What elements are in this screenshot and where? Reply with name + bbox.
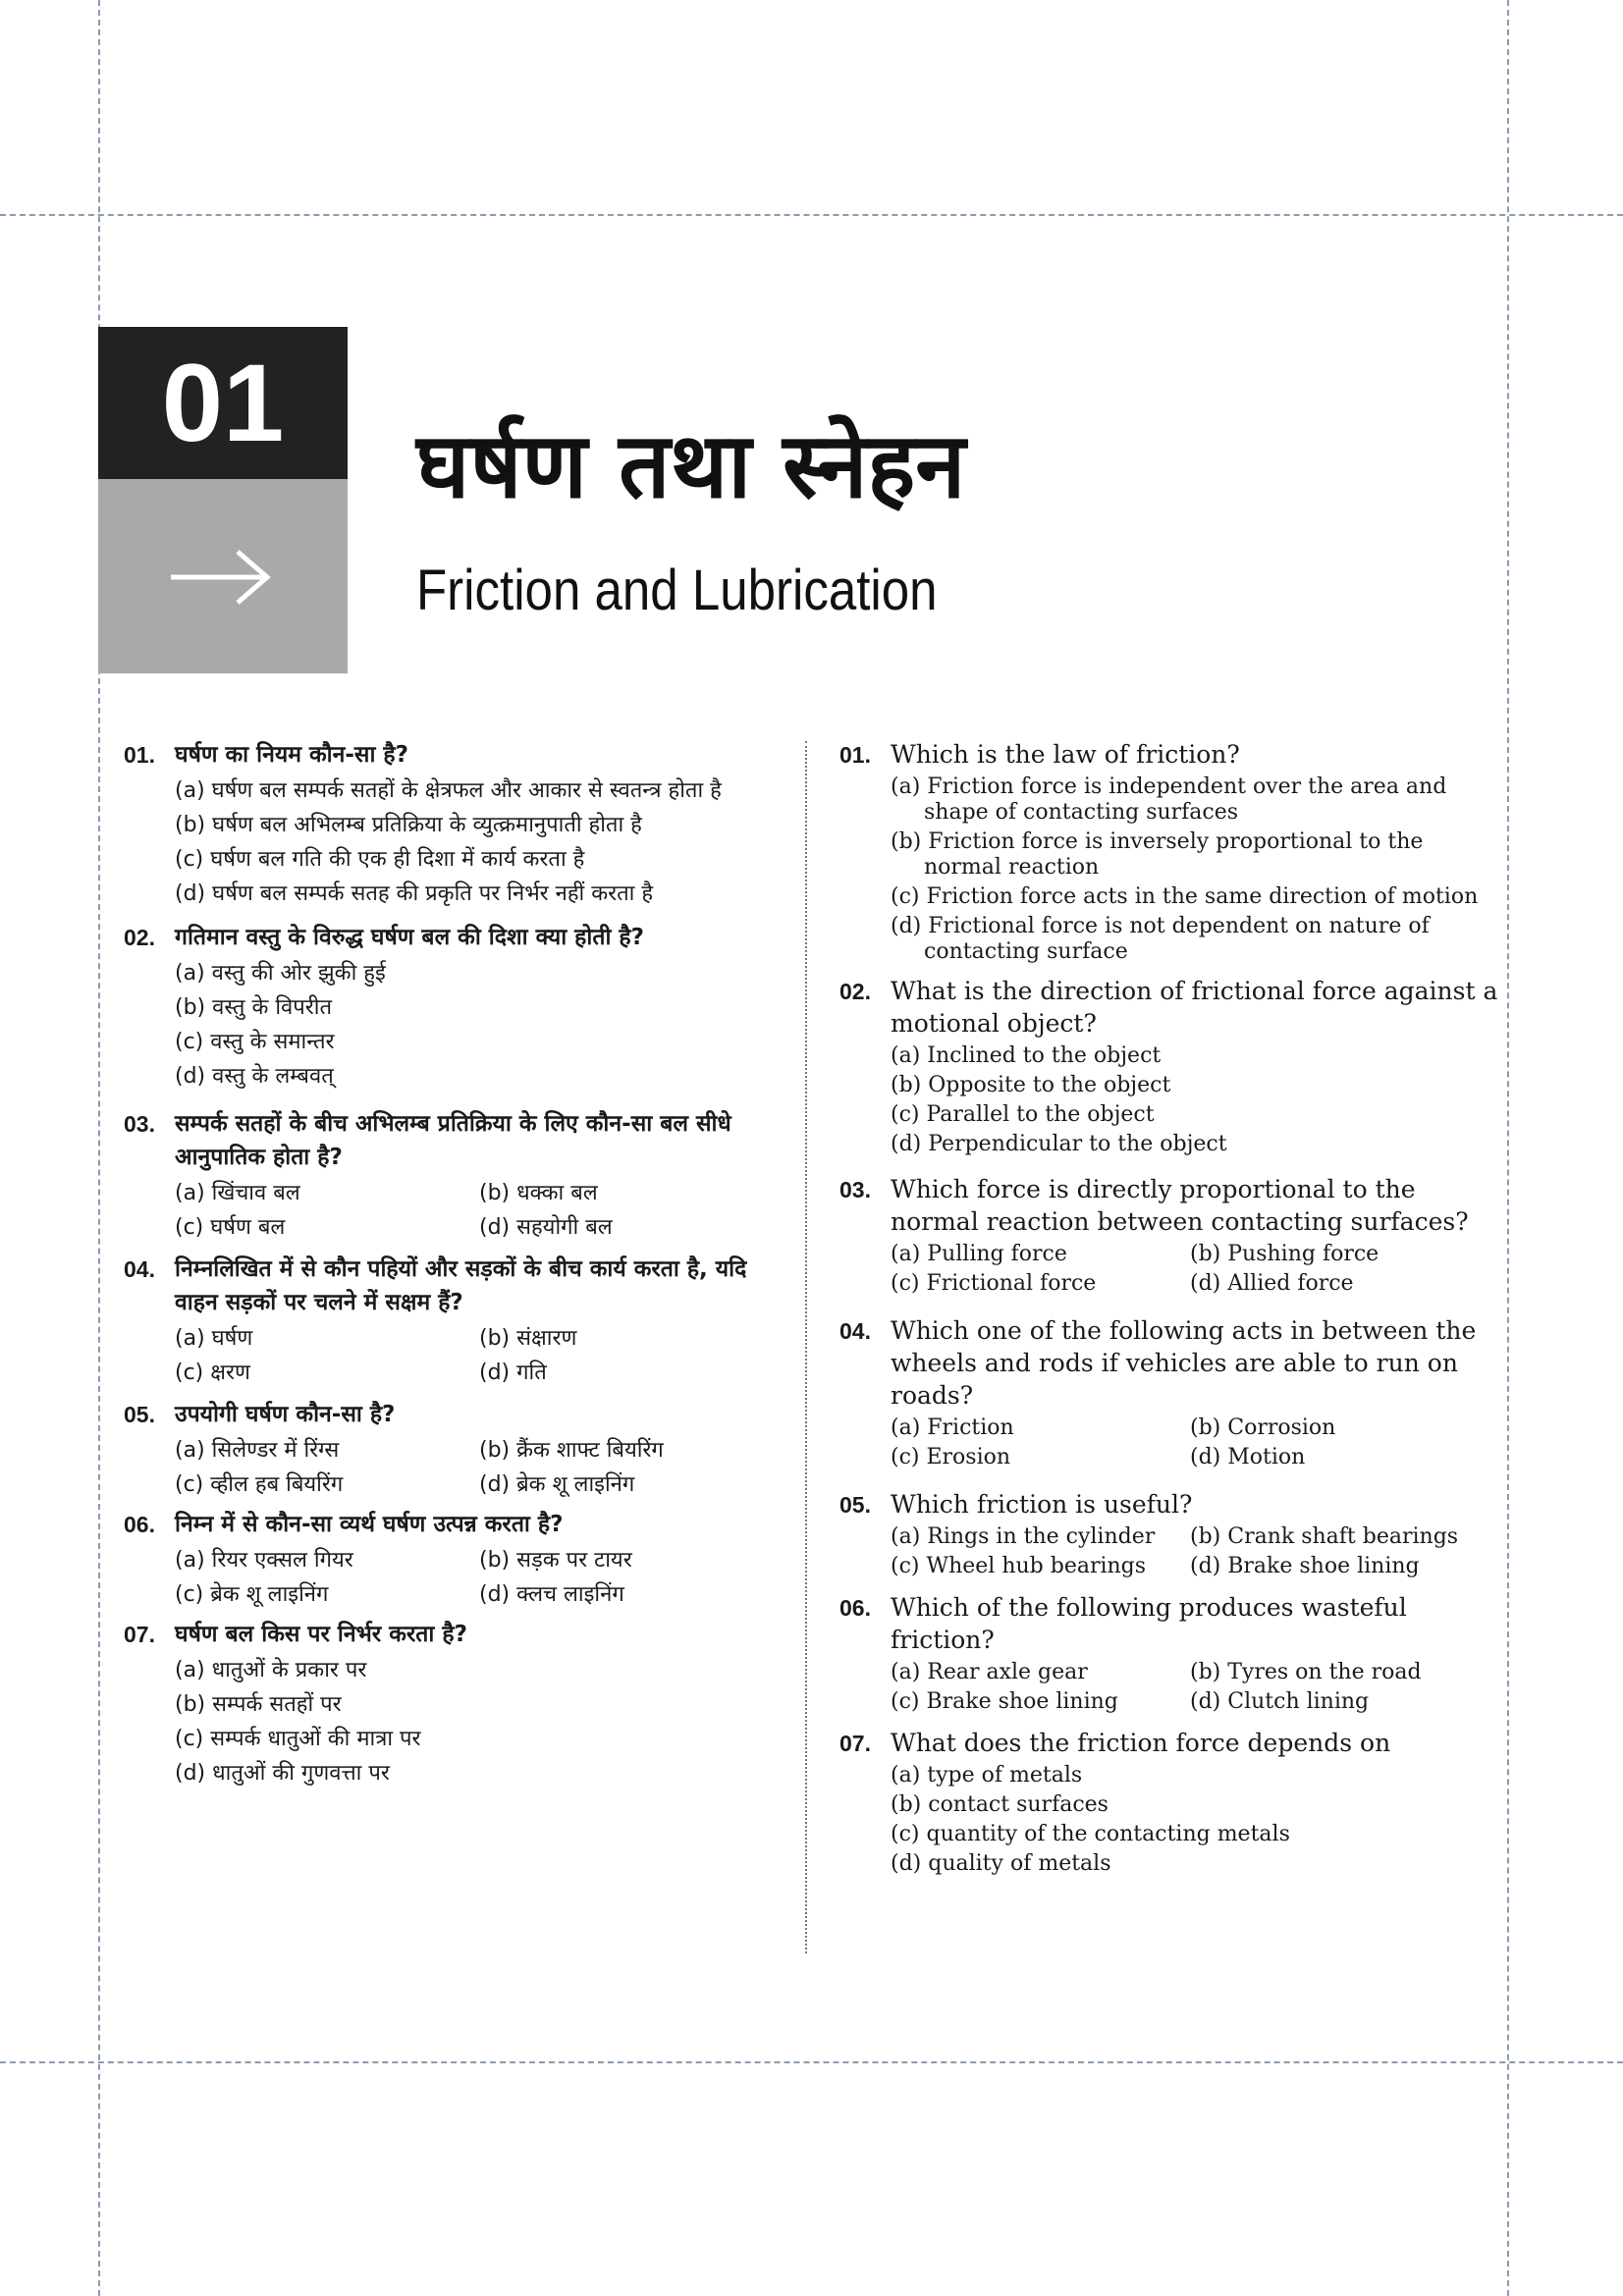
answer-option: (a) Pulling force (891, 1242, 1067, 1266)
hindi-question-column (124, 738, 795, 1789)
option-group (175, 1435, 795, 1500)
answer-option: (a) Friction (891, 1415, 1014, 1440)
answer-option: (b) सड़क पर टायर (479, 1548, 632, 1573)
answer-option: (b) Opposite to the object (891, 1073, 1171, 1097)
question-text: उपयोगी घर्षण कौन-सा है? (175, 1402, 396, 1427)
answer-option: (b) वस्तु के विपरीत (175, 995, 332, 1020)
question-text: घर्षण बल किस पर निर्भर करता है? (175, 1622, 467, 1647)
answer-option: (d) क्लच लाइनिंग (479, 1582, 624, 1607)
question-number: 06. (839, 1595, 871, 1621)
answer-option: (a) वस्तु की ओर झुकी हुई (175, 961, 386, 986)
question-item (839, 738, 1507, 965)
answer-option: (a) खिंचाव बल (175, 1181, 300, 1205)
answer-option: (a) धातुओं के प्रकार पर (175, 1658, 367, 1682)
question-number: 04. (124, 1256, 155, 1282)
answer-option: (b) contact surfaces (891, 1792, 1109, 1817)
answer-option: (a) type of metals (891, 1763, 1083, 1788)
answer-option: (d) quality of metals (891, 1851, 1111, 1876)
answer-option: (c) Friction force acts in the same direction of motion (891, 884, 1479, 909)
answer-option: (b) धक्का बल (479, 1181, 598, 1205)
answer-option: (a) Friction force is independent over the area and shape of contacting surfaces (891, 774, 1447, 825)
answer-option: (b) घर्षण बल अभिलम्ब प्रतिक्रिया के व्युत्क्रमानुपाती होता है (175, 813, 642, 837)
answer-option: (c) वस्तु के समान्तर (175, 1030, 335, 1054)
question-number: 02. (124, 925, 155, 950)
question-item (839, 975, 1507, 1157)
question-number: 01. (839, 742, 871, 768)
chapter-number: 01 (98, 327, 348, 479)
answer-option: (b) Crank shaft bearings (1190, 1524, 1459, 1549)
option-group (891, 1660, 1507, 1715)
answer-option: (d) धातुओं की गुणवत्ता पर (175, 1761, 390, 1786)
crop-mark-top (0, 214, 1623, 216)
answer-option: (c) क्षरण (175, 1361, 250, 1385)
answer-option: (d) Brake shoe lining (1190, 1554, 1420, 1578)
answer-option: (c) Brake shoe lining (891, 1689, 1118, 1714)
option-group (175, 1655, 795, 1789)
answer-option: (d) Perpendicular to the object (891, 1132, 1227, 1156)
answer-option: (c) घर्षण बल (175, 1215, 286, 1240)
question-text: What is the direction of frictional force against a motional object? (891, 977, 1498, 1038)
answer-option: (c) सम्पर्क धातुओं की मात्रा पर (175, 1727, 421, 1751)
answer-option: (d) वस्तु के लम्बवत् (175, 1064, 334, 1089)
answer-option: (d) ब्रेक शू लाइनिंग (479, 1472, 635, 1497)
arrow-right-icon (167, 548, 275, 607)
question-text: Which one of the following acts in between the wheels and rods if vehicles are able to run on roads? (891, 1316, 1477, 1410)
question-item (839, 1488, 1507, 1579)
question-item (124, 1618, 795, 1789)
question-number: 03. (839, 1177, 871, 1202)
question-item (124, 1508, 795, 1610)
answer-option: (a) Rings in the cylinder (891, 1524, 1156, 1549)
option-group (175, 1545, 795, 1610)
question-text: What does the friction force depends on (891, 1729, 1391, 1757)
answer-option: (a) Rear axle gear (891, 1660, 1088, 1684)
answer-option: (c) Wheel hub bearings (891, 1554, 1147, 1578)
question-text: Which of the following produces wasteful friction? (891, 1593, 1407, 1654)
answer-option: (c) ब्रेक शू लाइनिंग (175, 1582, 329, 1607)
answer-option: (c) व्हील हब बियरिंग (175, 1472, 344, 1497)
option-group (891, 1763, 1507, 1877)
answer-option: (b) क्रैंक शाफ्ट बियरिंग (479, 1438, 664, 1463)
question-number: 07. (839, 1731, 871, 1756)
option-group (175, 1178, 795, 1243)
question-text: Which is the law of friction? (891, 740, 1240, 769)
answer-option: (b) Tyres on the road (1190, 1660, 1422, 1684)
question-item (124, 921, 795, 1092)
answer-option: (d) गति (479, 1361, 547, 1385)
answer-option: (c) घर्षण बल गति की एक ही दिशा में कार्य करता है (175, 847, 585, 872)
option-group (891, 1524, 1507, 1579)
question-number: 05. (124, 1402, 155, 1427)
option-group (175, 1323, 795, 1388)
answer-option: (d) Motion (1190, 1445, 1306, 1469)
answer-option: (c) Frictional force (891, 1271, 1097, 1296)
question-item (124, 738, 795, 909)
question-item (839, 1314, 1507, 1470)
column-divider (805, 741, 807, 1953)
option-group (175, 775, 795, 909)
answer-option: (d) Allied force (1190, 1271, 1354, 1296)
answer-option: (c) quantity of the contacting metals (891, 1822, 1290, 1846)
answer-option: (d) सहयोगी बल (479, 1215, 613, 1240)
answer-option: (c) Parallel to the object (891, 1102, 1155, 1127)
question-number: 03. (124, 1111, 155, 1137)
question-text: गतिमान वस्तु के विरुद्ध घर्षण बल की दिशा क्या होती है? (175, 925, 644, 950)
answer-option: (a) सिलेण्डर में रिंग्स (175, 1438, 340, 1463)
question-number: 04. (839, 1318, 871, 1344)
answer-option: (c) Erosion (891, 1445, 1011, 1469)
answer-option: (b) Pushing force (1190, 1242, 1380, 1266)
question-text: निम्न में से कौन-सा व्यर्थ घर्षण उत्पन्न करता है? (175, 1512, 564, 1537)
answer-option: (b) सम्पर्क सतहों पर (175, 1692, 342, 1717)
question-text: सम्पर्क सतहों के बीच अभिलम्ब प्रतिक्रिया के लिए कौन-सा बल सीधे आनुपातिक होता है? (175, 1111, 731, 1170)
question-text: Which force is directly proportional to the normal reaction between contacting surfaces? (891, 1175, 1469, 1236)
answer-option: (b) Friction force is inversely proportional to the normal reaction (891, 829, 1424, 880)
answer-option: (a) घर्षण बल सम्पर्क सतहों के क्षेत्रफल और आकार से स्वतन्त्र होता है (175, 778, 722, 803)
question-number: 01. (124, 742, 155, 768)
chapter-title-hindi: घर्षण तथा स्नेहन (416, 413, 966, 518)
english-question-column (839, 738, 1507, 1877)
question-item (839, 1727, 1507, 1877)
crop-mark-bottom (0, 2061, 1623, 2063)
answer-option: (d) घर्षण बल सम्पर्क सतह की प्रकृति पर निर्भर नहीं करता है (175, 881, 654, 906)
question-number: 05. (839, 1492, 871, 1518)
option-group (891, 1043, 1507, 1157)
answer-option: (a) Inclined to the object (891, 1043, 1162, 1068)
chapter-title-english: Friction and Lubrication (416, 559, 938, 622)
question-text: निम्नलिखित में से कौन पहियों और सड़कों के बीच कार्य करता है, यदि वाहन सड़कों पर चलने में सक्षम हैं? (175, 1256, 747, 1315)
question-item (839, 1591, 1507, 1715)
question-text: घर्षण का नियम कौन-सा है? (175, 742, 408, 768)
chapter-arrow-block (98, 479, 348, 673)
question-text: Which friction is useful? (891, 1490, 1193, 1519)
question-item (839, 1173, 1507, 1297)
answer-option: (b) संक्षारण (479, 1326, 577, 1351)
question-item (124, 1398, 795, 1500)
answer-option: (d) Frictional force is not dependent on nature of contacting surface (891, 914, 1430, 964)
crop-mark-right (1507, 0, 1509, 2296)
answer-option: (d) Clutch lining (1190, 1689, 1370, 1714)
answer-option: (a) घर्षण (175, 1326, 253, 1351)
question-item (124, 1107, 795, 1243)
option-group (891, 1415, 1507, 1470)
answer-option: (a) रियर एक्सल गियर (175, 1548, 353, 1573)
question-number: 06. (124, 1512, 155, 1537)
question-item (124, 1253, 795, 1388)
option-group (891, 774, 1507, 965)
answer-option: (b) Corrosion (1190, 1415, 1336, 1440)
question-number: 02. (839, 979, 871, 1004)
option-group (175, 958, 795, 1092)
question-number: 07. (124, 1622, 155, 1647)
option-group (891, 1242, 1507, 1297)
